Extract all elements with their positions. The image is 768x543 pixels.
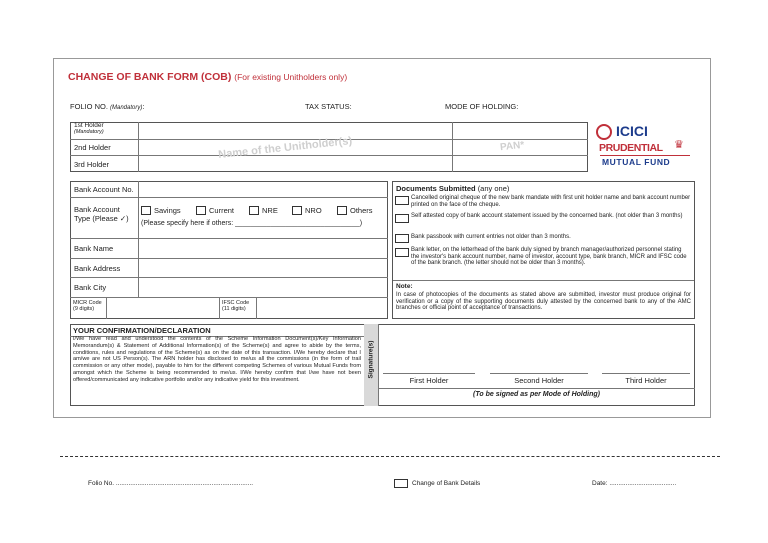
documents-heading-note: (any one): [477, 184, 510, 193]
ack-folio: Folio No. ............................................................................: [88, 480, 254, 487]
logo-lion-icon: ♛: [674, 139, 684, 151]
second-holder-label: 2nd Holder: [74, 143, 111, 152]
ack-change-label: Change of Bank Details: [412, 480, 481, 487]
tear-line: [60, 456, 720, 457]
first-holder-text: 1st Holder: [74, 122, 104, 129]
icici-logo: [596, 122, 692, 170]
note-heading: Note:: [396, 283, 413, 290]
name-watermark: Name of the Unitholder(s): [217, 135, 353, 161]
nre-checkbox[interactable]: [249, 206, 259, 215]
doc-bank-letter-text: Bank letter, on the letterhead of the bank duly signed by branch manager/authorized personnel stating the investor's bank account number, name of investor, account type, bank branch, MICR and IFSC code of the bank branch. (the letter should not be older than 3 months).: [411, 247, 687, 267]
declaration-heading: YOUR CONFIRMATION/DECLARATION: [73, 326, 211, 335]
first-holder-sign-label: First Holder: [409, 376, 449, 385]
logo-prudential: PRUDENTIAL: [599, 142, 663, 154]
nro-checkbox[interactable]: [292, 206, 302, 215]
doc-bank-letter-checkbox[interactable]: [395, 248, 409, 257]
others-label: Others: [350, 206, 373, 215]
second-holder-signature-field[interactable]: [490, 338, 588, 372]
first-holder-label: [74, 123, 104, 135]
ifsc-note: (11 digits): [222, 306, 246, 312]
folio-text: FOLIO NO.: [70, 102, 108, 111]
doc-statement-text: Self attested copy of bank account statement issued by the concerned bank. (not older than 3 months): [411, 213, 683, 219]
bank-address-label: Bank Address: [74, 264, 121, 273]
logo-emblem-icon: [596, 124, 612, 140]
tax-status-label: TAX STATUS:: [305, 102, 352, 111]
folio-colon: :: [142, 102, 145, 111]
bank-city-input[interactable]: [140, 279, 386, 295]
bank-account-type-label: Bank Account Type (Please ✓): [74, 205, 129, 223]
mode-of-holding-label: MODE OF HOLDING:: [445, 102, 519, 111]
first-holder-note: (Mandatory): [74, 129, 104, 135]
form-title-subtitle: (For existing Unitholders only): [234, 72, 348, 82]
doc-passbook-checkbox[interactable]: [395, 234, 409, 243]
logo-icici: ICICI: [616, 123, 648, 139]
documents-heading-text: Documents Submitted: [396, 184, 476, 193]
third-holder-signature-field[interactable]: [602, 338, 690, 372]
nro-label: NRO: [305, 206, 322, 215]
micr-input[interactable]: [108, 299, 217, 317]
declaration-text: I/We have read and understood the contents of the Scheme Information Document(s)/Key Information Memorandum(s) & Statement of Additional Information(s) of the Scheme(s) and agree to abide by the terms, conditions, rules and regulations of the Scheme(s) as on the date of this transaction. I/We hereby declare that I am/we are not US Person(s). The ARN holder has disclosed to me/us all the commissions (in the form of trail commission or any other mode), payable to him for the different competing Schemes of various Mutual Funds from amongst which the Scheme is being recommended to me/us. I/We hereby confirm that I/we have not been offered/communicated any indicative portfolio and/or any indicative yield for this investment.: [73, 336, 361, 383]
bank-city-label: Bank City: [74, 283, 107, 292]
doc-cheque-checkbox[interactable]: [395, 196, 409, 205]
signature-label: Signature(s): [367, 340, 375, 379]
form-title: [68, 71, 347, 83]
micr-text: MICR Code: [73, 300, 102, 306]
others-checkbox[interactable]: [337, 206, 347, 215]
current-checkbox[interactable]: [196, 206, 206, 215]
form-title-main: CHANGE OF BANK FORM (COB): [68, 71, 232, 83]
bank-name-label: Bank Name: [74, 244, 114, 253]
third-holder-sign-label: Third Holder: [625, 376, 667, 385]
nre-label: NRE: [262, 206, 278, 215]
micr-label: [73, 300, 102, 312]
documents-heading: [396, 184, 509, 193]
specify-others-text: (Please specify here if others: ________________________________): [141, 220, 363, 227]
pan-watermark: PAN*: [499, 139, 525, 154]
sign-note: (To be signed as per Mode of Holding): [473, 391, 600, 398]
third-holder-label: 3rd Holder: [74, 160, 110, 169]
bank-name-input[interactable]: [140, 240, 386, 256]
logo-mutual-fund: MUTUAL FUND: [602, 157, 671, 167]
first-holder-signature-field[interactable]: [383, 338, 475, 372]
second-holder-sign-label: Second Holder: [514, 376, 564, 385]
ifsc-input[interactable]: [258, 299, 386, 317]
ack-change-bank-checkbox[interactable]: [394, 479, 408, 488]
current-label: Current: [209, 206, 235, 215]
ifsc-text: IFSC Code: [222, 300, 250, 306]
doc-cheque-text: Cancelled original cheque of the new bank mandate with first unit holder name and bank account number printed on the face of the cheque.: [411, 195, 691, 208]
savings-label: Savings: [154, 206, 181, 215]
ack-date: Date: .....................................: [592, 480, 677, 487]
note-text: In case of photocopies of the documents as stated above are submitted, investor must produce original for verification or a copy of the supporting documents duly attested by the concerned bank to any of the AMC branches or official point of acceptance of transactions.: [396, 292, 691, 312]
savings-checkbox[interactable]: [141, 206, 151, 215]
bank-address-input[interactable]: [140, 260, 386, 276]
doc-passbook-text: Bank passbook with current entries not older than 3 months.: [411, 234, 571, 240]
micr-note: (9 digits): [73, 306, 95, 312]
bank-account-no-input[interactable]: [140, 183, 386, 196]
doc-statement-checkbox[interactable]: [395, 214, 409, 223]
bank-account-no-label: Bank Account No.: [74, 185, 134, 194]
ifsc-label: [222, 300, 249, 312]
folio-label: [70, 102, 144, 111]
folio-note: (Mandatory): [110, 105, 143, 111]
